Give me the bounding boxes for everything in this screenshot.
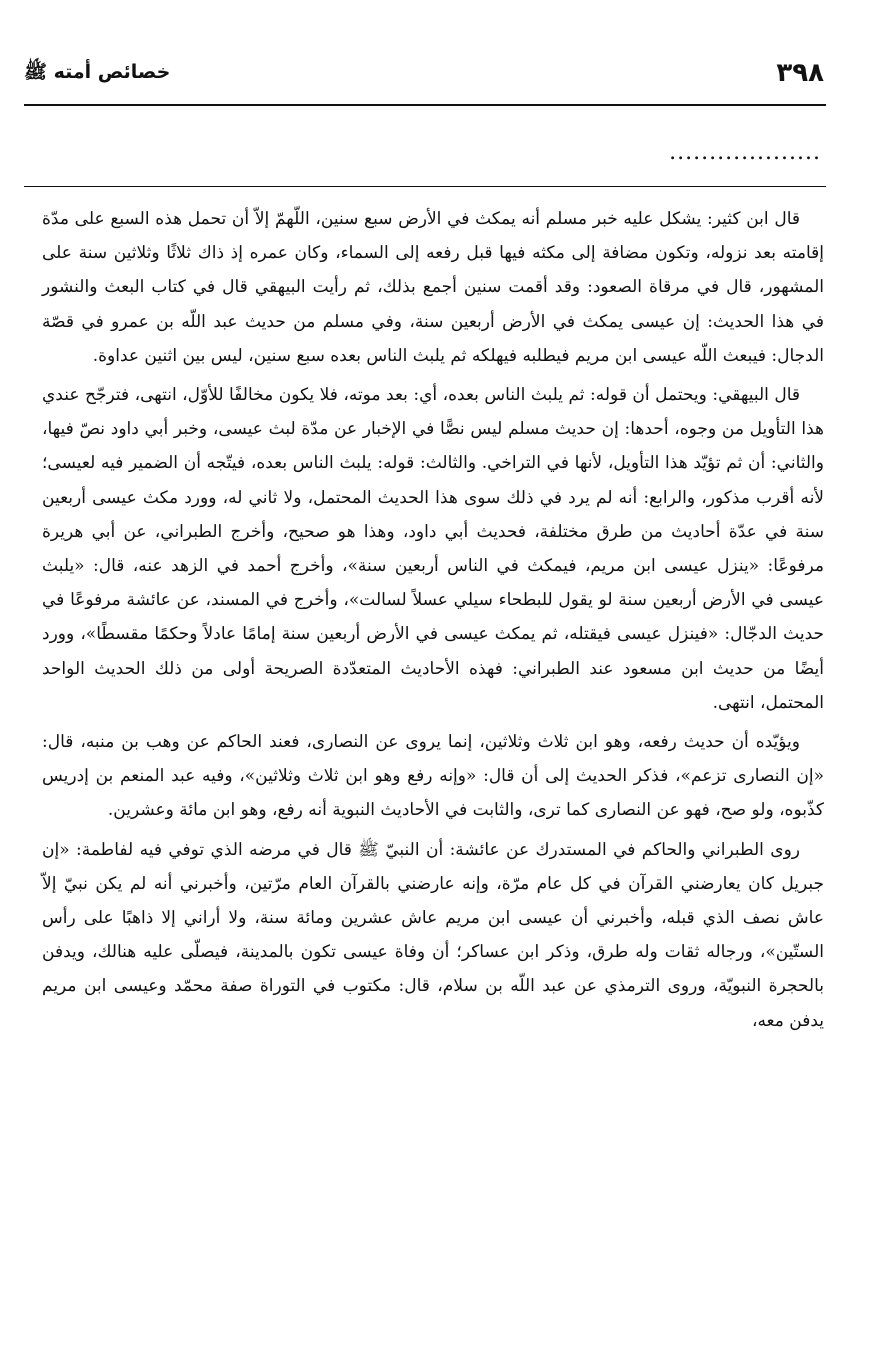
paragraph-4: روى الطبراني والحاكم في المستدرك عن عائشة: أن النبيّ ﷺ قال في مرضه الذي توفي فيه لفاطمة: «إن جبريل كان يعارضني القرآن في كل عام مرّة، وإنه عارضني بالقرآن العام مرّتين، وأخبرني أنه لم يكن نبيّ إلاّ عاش نصف الذي قبله، وأخبرني أن عيسى ابن مريم عاش عشرين ومائة سنة، ولا أراني إلا ذاهبًا على رأس الستّين»، ورجاله ثقات وله طرق، وذكر ابن عساكر؛ أن وفاة عيسى تكون بالمدينة، فيصلّى عليه هنالك، ويدفن بالحجرة النبويّة، وروى الترمذي عن عبد اللّه بن سلام، قال: مكتوب في التوراة صفة محمّد وعيسى ابن مريم يدفن معه، [42, 839, 824, 1031]
paragraph-3: ويؤيّده أن حديث رفعه، وهو ابن ثلاث وثلاثين، إنما يروى عن النصارى، فعند الحاكم عن وهب بن منبه، قال: «إن النصارى تزعم»، فذكر الحديث إلى أن قال: «وإنه رفع وهو ابن ثلاث وثلاثين»، وفيه عبد المنعم بن إدريس كذّبوه، ولو صح، فهو عن النصارى كما ترى، والثابت في الأحاديث النبوية أنه رفع، وهو ابن مائة وعشرين. [42, 732, 824, 821]
footnote-dots: ................... [669, 140, 821, 165]
page-header [24, 52, 824, 98]
page-number: ٣٩٨ [776, 58, 824, 88]
paragraph-1: قال ابن كثير: يشكل عليه خبر مسلم أنه يمكث في الأرض سبع سنين، اللّهمّ إلاّ أن تحمل هذه السبع على مدّة إقامته بعد نزوله، وتكون مضافة إلى مكثه فيها قبل رفعه إلى السماء، وكان عمره إذ ذاك ثلاثًا وثلاثين سنة على المشهور، قال في مرقاة الصعود: وقد أقمت سنين أجمع بذلك، ثم رأيت البيهقي قال في كتاب البعث والنشور في هذا الحديث: إن عيسى يمكث في الأرض أربعين سنة، وفي مسلم من حديث عبد اللّه بن عمرو في قصّة الدجال: فيبعث اللّه عيسى ابن مريم فيطلبه فيهلكه ثم يلبث الناس بعده سبع سنين، ليس بين اثنين عداوة. [42, 209, 824, 366]
paragraph-2: قال البيهقي: ويحتمل أن قوله: ثم يلبث الناس بعده، أي: بعد موته، فلا يكون مخالفًا للأوّل، انتهى، فترجّح عندي هذا التأويل من وجوه، أحدها: إن حديث مسلم ليس نصًّا في الإخبار عن مدّة لبث عيسى، وخبر أبي داود نصّ فيها، والثاني: أن ثم تؤيّد هذا التأويل، لأنها في التراخي. والثالث: قوله: يلبث الناس بعده، فيتّجه أن الضمير فيه لعيسى؛ لأنه أقرب مذكور، والرابع: أنه لم يرد في ذلك سوى هذا الحديث المحتمل، ولا ثاني له، وورد مكث عيسى أربعين سنة في عدّة أحاديث من طرق مختلفة، فحديث أبي داود، وهذا هو صحيح، وأخرج الطبراني، عن أبي هريرة مرفوعًا: «ينزل عيسى ابن مريم، فيمكث في الناس أربعين سنة»، وأخرج أحمد في الزهد عنه، قال: «يلبث عيسى في الأرض أربعين سنة لو يقول للبطحاء سيلي عسلاً لسالت»، وأخرج في المسند، عن عائشة مرفوعًا في حديث الدجّال: «فينزل عيسى فيقتله، ثم يمكث عيسى في الأرض أربعين سنة إمامًا عادلاً وحكمًا مقسطًا»، وورد أيضًا من حديث ابن مسعود عند الطبراني: فهذه الأحاديث المتعدّدة الصريحة أولى من ذلك الحديث الواحد المحتمل، انتهى. [42, 385, 824, 713]
running-title: خصائص أمته ﷺ [24, 61, 171, 83]
footnote-rule [24, 186, 826, 187]
header-rule [24, 104, 826, 106]
main-text [42, 202, 824, 1043]
